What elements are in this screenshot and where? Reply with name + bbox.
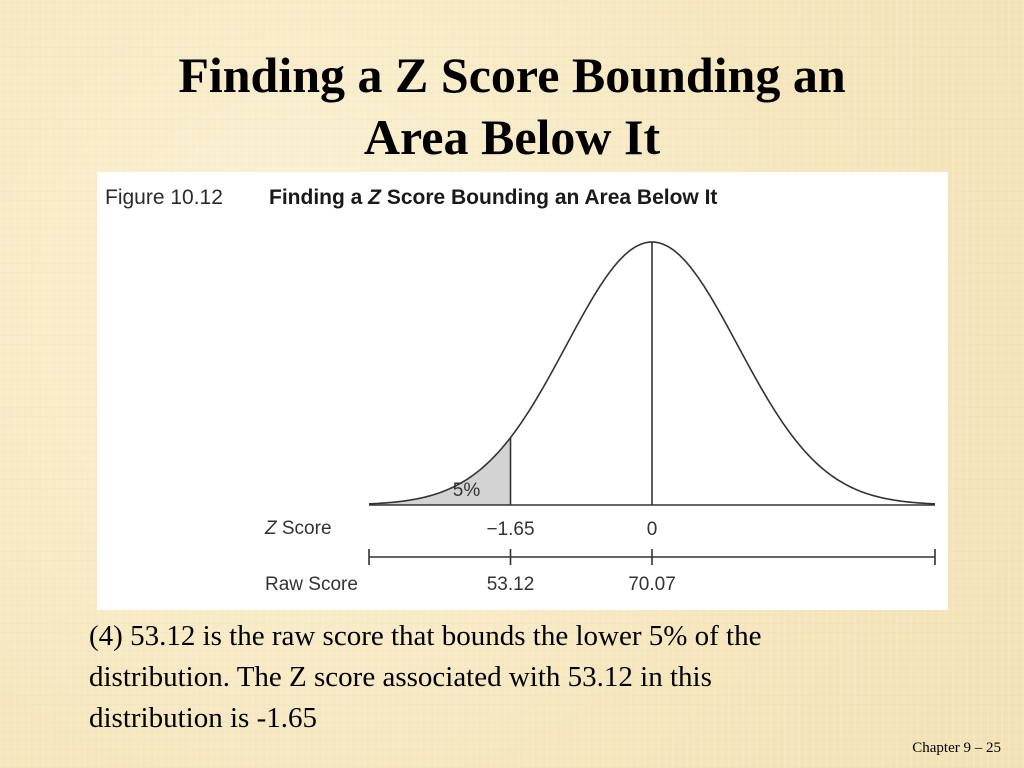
raw-tick-label: 70.07: [628, 574, 676, 595]
figure-number: Figure 10.12: [105, 186, 223, 209]
figure-title: [269, 186, 717, 209]
z-score-axis-label-italic: Z: [265, 518, 277, 539]
shaded-area-label: 5%: [452, 480, 481, 501]
figure-title-part-2: Score Bounding an Area Below It: [380, 186, 718, 209]
caption-line-1: (4) 53.12 is the raw score that bounds the lower 5% of the: [89, 620, 762, 652]
raw-tick-label: 53.12: [486, 574, 535, 595]
normal-curve-figure: [97, 172, 948, 610]
slide-footer: Chapter 9 – 25: [912, 740, 1001, 756]
z-tick-label: −1.65: [486, 519, 535, 540]
caption-line-3: distribution is -1.65: [89, 702, 317, 734]
slide-title-line-2: Area Below It: [363, 109, 661, 165]
raw-score-axis-label: Raw Score: [265, 574, 358, 595]
figure-title-part-1: Finding a: [269, 186, 369, 209]
slide-title-line-1: Finding a Z Score Bounding an: [178, 47, 846, 103]
z-score-axis-label: [264, 518, 332, 539]
figure-panel: [97, 172, 948, 610]
figure-title-italic: Z: [368, 186, 381, 209]
slide-title: [0, 44, 1024, 168]
z-tick-label: 0: [646, 519, 658, 540]
z-score-axis-label-rest: Score: [276, 518, 332, 539]
caption: [89, 616, 949, 739]
caption-line-2: distribution. The Z score associated with 53.12 in this: [89, 661, 712, 693]
shaded-tail-area: [369, 438, 511, 505]
